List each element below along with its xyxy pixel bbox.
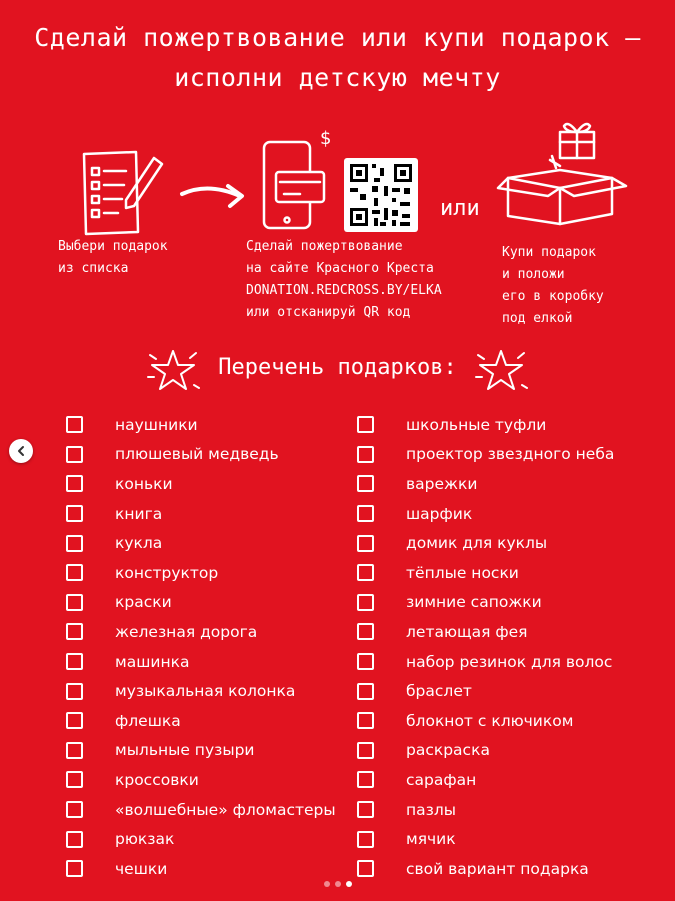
phone-card-dollar-icon [256, 128, 336, 234]
gift-item [357, 617, 614, 647]
checkbox-icon [357, 475, 374, 492]
step3-caption-line1: Купи подарок [502, 245, 596, 260]
gift-item [66, 824, 336, 854]
step3-caption-line2: и положи [502, 267, 565, 282]
checkbox-icon [357, 416, 374, 433]
checkbox-icon [357, 535, 374, 552]
gift-item-label: раскраска [406, 741, 490, 760]
gift-item [66, 440, 336, 470]
checkbox-icon [66, 446, 83, 463]
gift-item [66, 736, 336, 766]
gift-item-label: домик для куклы [406, 534, 548, 553]
carousel-dot-active[interactable] [346, 881, 352, 887]
carousel-prev-button[interactable] [9, 439, 33, 463]
checkbox-icon [66, 564, 83, 581]
gift-item-label: мыльные пузыри [115, 741, 255, 760]
gift-item [357, 795, 614, 825]
checkbox-icon [66, 831, 83, 848]
gift-item [357, 647, 614, 677]
gift-item [357, 588, 614, 618]
checkbox-icon [66, 475, 83, 492]
checkbox-icon [66, 535, 83, 552]
gift-item [66, 854, 336, 884]
gift-item [357, 469, 614, 499]
checkbox-icon [66, 683, 83, 700]
checkbox-icon [66, 505, 83, 522]
gift-item [66, 410, 336, 440]
gift-item-label: проектор звездного неба [406, 445, 615, 464]
checkbox-icon [357, 505, 374, 522]
checkbox-icon [357, 742, 374, 759]
gift-item-label: наушники [115, 415, 198, 434]
headline-line-1: Сделай пожертвование или купи подарок – [34, 23, 641, 52]
gift-item [66, 469, 336, 499]
gift-item-label: чешки [115, 859, 168, 878]
star-right-icon [474, 347, 528, 395]
gift-item-label: рюкзак [115, 830, 175, 849]
checkbox-icon [357, 860, 374, 877]
gift-item-label: коньки [115, 474, 173, 493]
gift-item-label: железная дорога [115, 622, 258, 641]
step1-caption-line1: Выбери подарок [58, 239, 168, 254]
checklist-pencil-icon [78, 148, 168, 238]
gift-item [66, 795, 336, 825]
gift-list-left-column [66, 410, 336, 884]
gift-item [357, 410, 614, 440]
step2-caption-line2: на сайте Красного Креста [246, 261, 434, 276]
curved-arrow-icon [178, 178, 250, 210]
checkbox-icon [357, 564, 374, 581]
gift-item-label: музыкальная колонка [115, 682, 296, 701]
step2-caption-line4: или отсканируй QR код [246, 305, 411, 320]
gift-item-label: браслет [406, 682, 472, 701]
checkbox-icon [66, 623, 83, 640]
gift-item-label: школьные туфли [406, 415, 547, 434]
step1-caption [58, 236, 168, 280]
gift-item [357, 558, 614, 588]
checkbox-icon [66, 653, 83, 670]
gift-item [357, 736, 614, 766]
gift-item-label: «волшебные» фломастеры [115, 800, 336, 819]
gift-item-label: машинка [115, 652, 190, 671]
gift-item-label: блокнот с ключиком [406, 711, 574, 730]
carousel-dot[interactable] [335, 881, 341, 887]
steps-section [0, 110, 675, 340]
checkbox-icon [66, 416, 83, 433]
gift-item [66, 647, 336, 677]
gift-item [66, 528, 336, 558]
gift-item-label: флешка [115, 711, 181, 730]
checkbox-icon [66, 594, 83, 611]
gift-item-label: краски [115, 593, 172, 612]
checkbox-icon [357, 771, 374, 788]
checkbox-icon [357, 712, 374, 729]
gift-item [357, 499, 614, 529]
gift-item [66, 499, 336, 529]
gift-item-label: книга [115, 504, 163, 523]
gift-box-icon [494, 116, 632, 228]
step2-caption-line1: Сделай пожертвование [246, 239, 403, 254]
step2-caption-line3: DONATION.REDCROSS.BY/ELKA [246, 283, 442, 298]
step3-caption-line3: его в коробку [502, 289, 604, 304]
headline [0, 18, 675, 98]
gift-list-title: Перечень подарков: [218, 355, 457, 380]
gift-item-label: сарафан [406, 770, 477, 789]
step2-caption [246, 236, 442, 324]
gift-item-label: пазлы [406, 800, 457, 819]
gift-item [357, 854, 614, 884]
gift-item [66, 676, 336, 706]
gift-item [357, 824, 614, 854]
checkbox-icon [357, 446, 374, 463]
gift-item [357, 676, 614, 706]
gift-item-label: набор резинок для волос [406, 652, 613, 671]
gift-item [66, 558, 336, 588]
checkbox-icon [357, 683, 374, 700]
gift-item [66, 588, 336, 618]
checkbox-icon [357, 594, 374, 611]
checkbox-icon [66, 860, 83, 877]
gift-item-label: летающая фея [406, 622, 528, 641]
checkbox-icon [66, 712, 83, 729]
step3-caption-line4: под елкой [502, 311, 573, 326]
gift-item-label: шарфик [406, 504, 473, 523]
gift-item [357, 440, 614, 470]
gift-item-label: кукла [115, 534, 163, 553]
gift-item [357, 706, 614, 736]
carousel-dot[interactable] [324, 881, 330, 887]
step1-caption-line2: из списка [58, 261, 129, 276]
gift-item [66, 706, 336, 736]
qr-code-icon [344, 158, 418, 232]
gift-item-label: кроссовки [115, 770, 199, 789]
gift-item-label: тёплые носки [406, 563, 519, 582]
checkbox-icon [66, 742, 83, 759]
chevron-left-icon [15, 445, 27, 457]
gift-item [357, 528, 614, 558]
gift-item-label: свой вариант подарка [406, 859, 589, 878]
gift-item [66, 765, 336, 795]
or-label: или [440, 196, 480, 221]
checkbox-icon [66, 801, 83, 818]
headline-line-2: исполни детскую мечту [174, 63, 501, 92]
step3-caption [502, 242, 604, 330]
gift-item-label: варежки [406, 474, 478, 493]
gift-list-right-column [357, 410, 614, 884]
checkbox-icon [357, 653, 374, 670]
checkbox-icon [357, 801, 374, 818]
gift-item [66, 617, 336, 647]
checkbox-icon [66, 771, 83, 788]
checkbox-icon [357, 623, 374, 640]
gift-item-label: конструктор [115, 563, 219, 582]
gift-item-label: мячик [406, 830, 456, 849]
carousel-dots [0, 881, 675, 887]
checkbox-icon [357, 831, 374, 848]
gift-item-label: плюшевый медведь [115, 445, 279, 464]
svg-text:$: $ [320, 128, 332, 149]
gift-item [357, 765, 614, 795]
gift-item-label: зимние сапожки [406, 593, 542, 612]
